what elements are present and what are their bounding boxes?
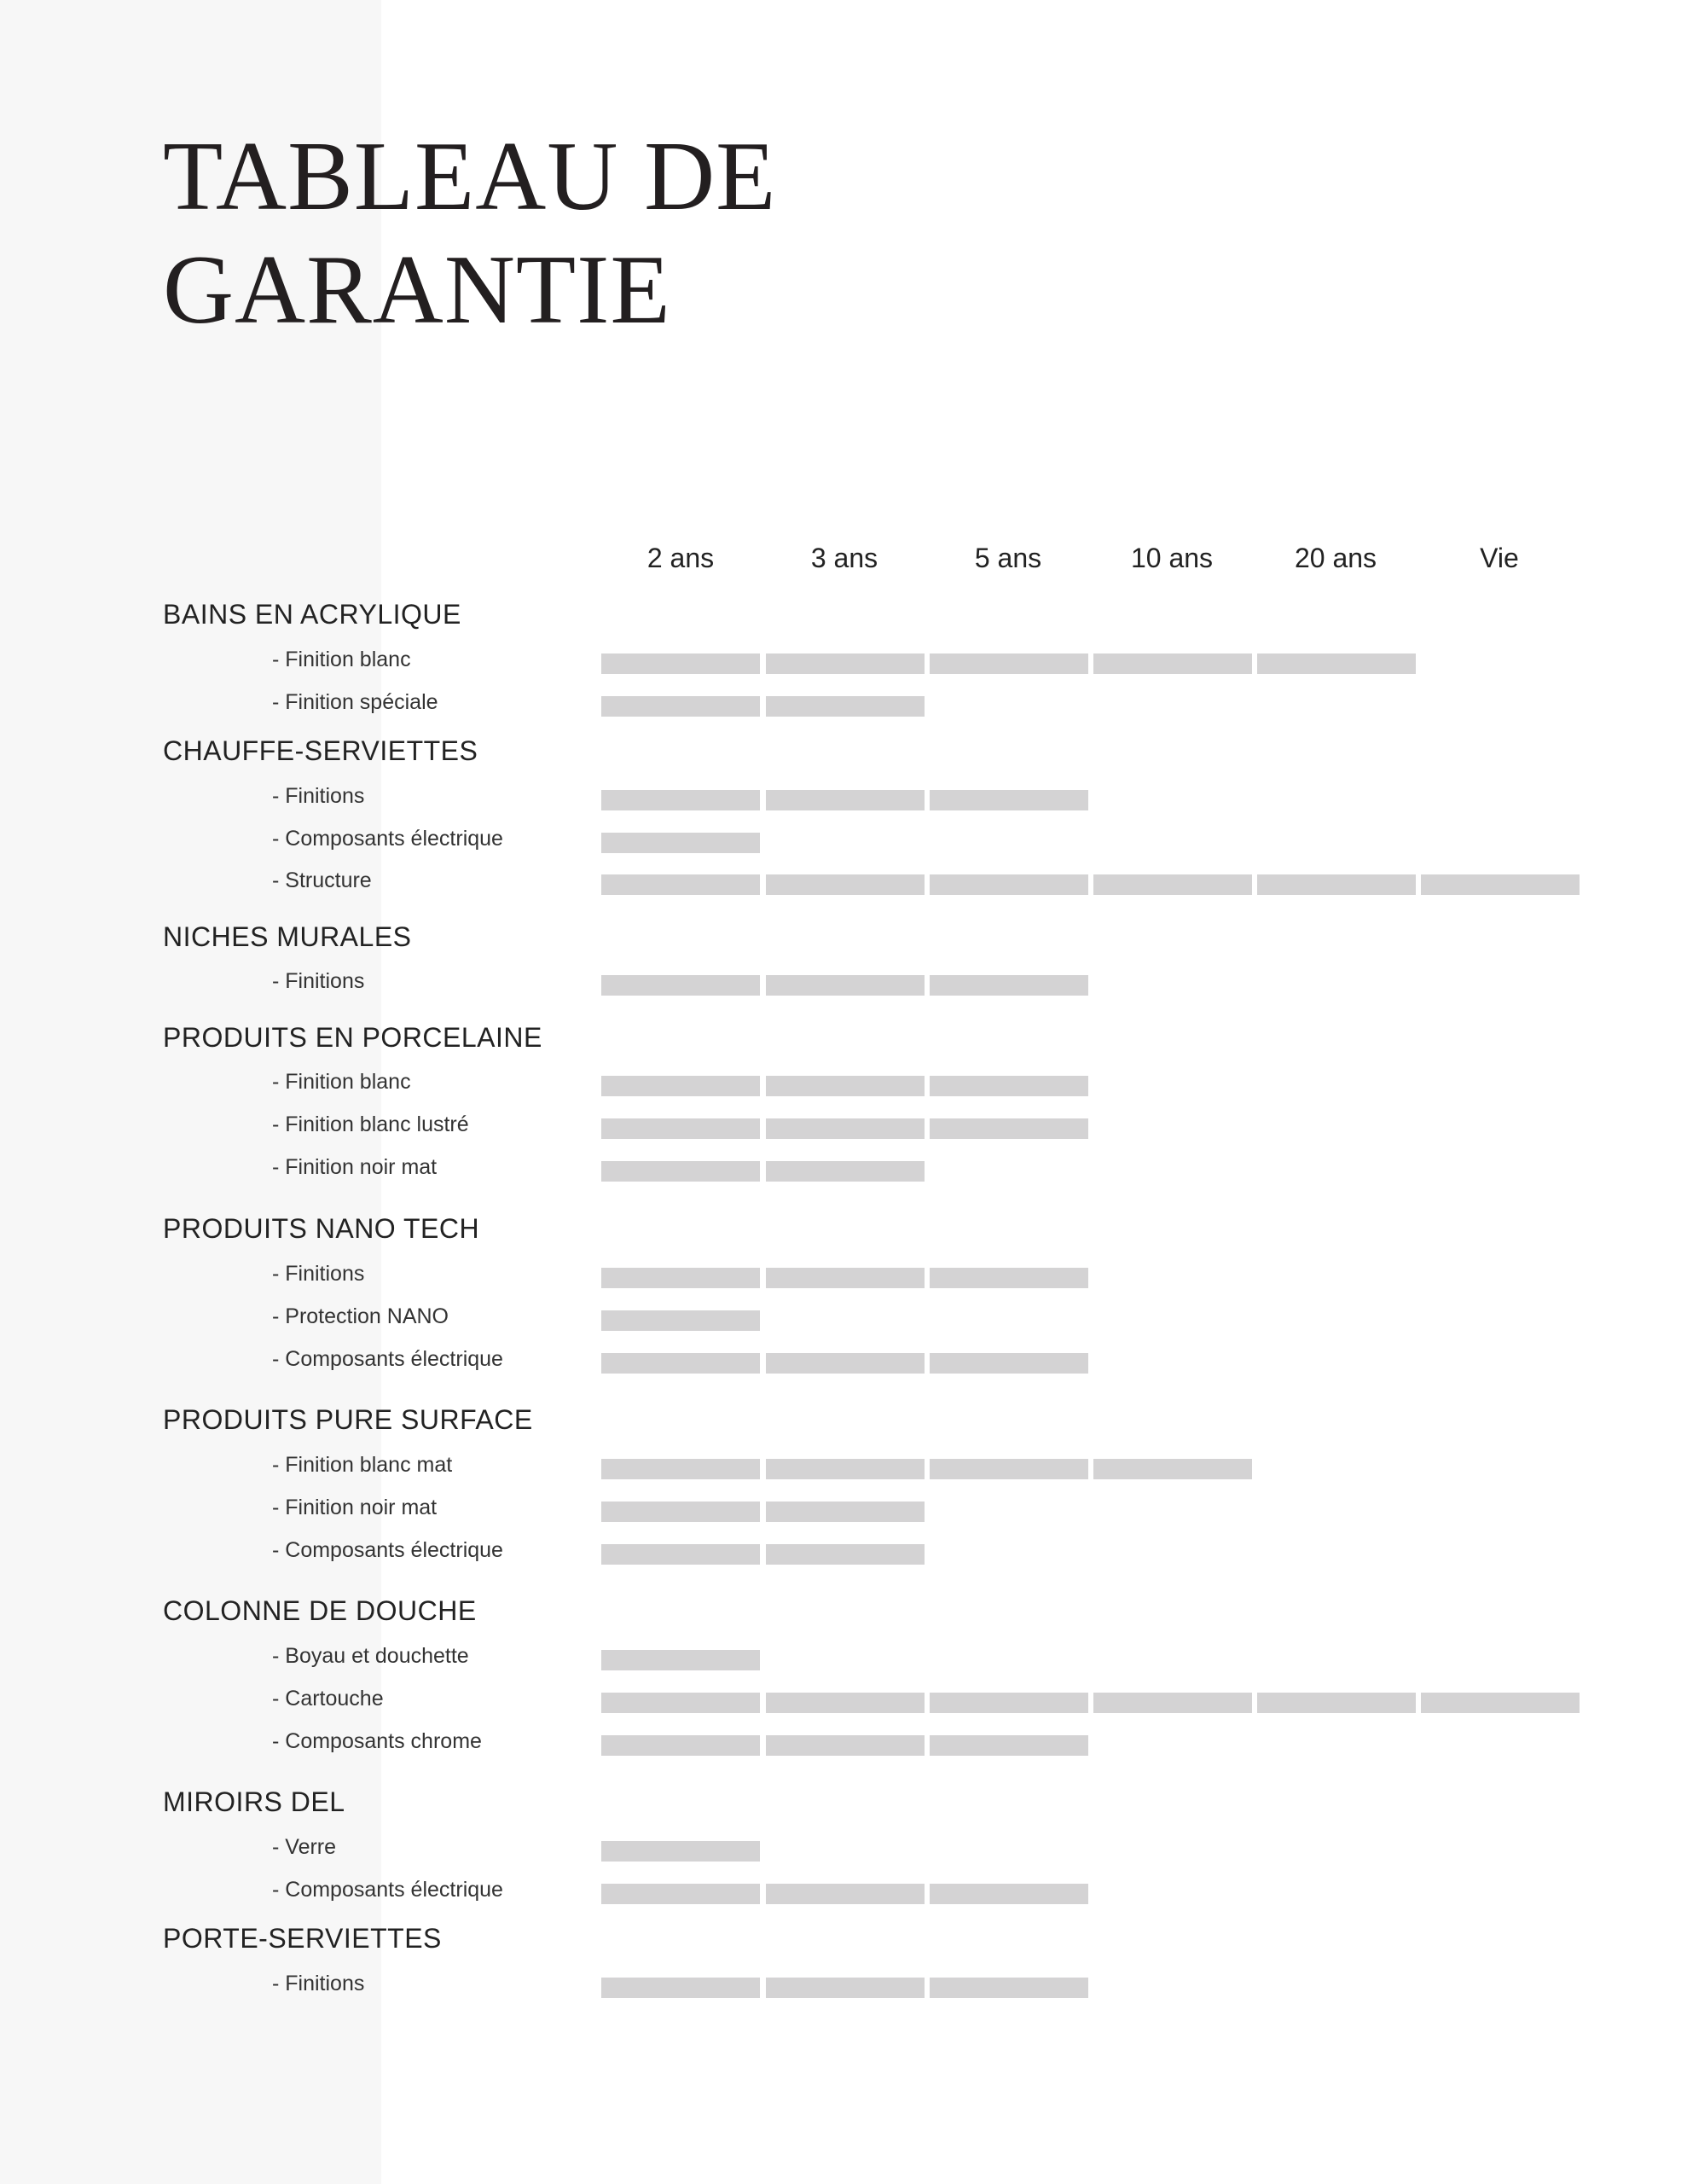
- warranty-bar-segment: [766, 1502, 925, 1522]
- warranty-bar-segment: [601, 975, 760, 996]
- warranty-bar-segment: [601, 833, 760, 853]
- warranty-row: [0, 1682, 1687, 1716]
- column-header: 3 ans: [810, 543, 878, 573]
- warranty-bar-segment: [766, 1076, 925, 1096]
- warranty-bar-segment: [766, 1118, 925, 1139]
- warranty-bar-segment: [601, 696, 760, 717]
- warranty-row: [0, 1873, 1687, 1907]
- warranty-row: [0, 822, 1687, 856]
- warranty-bar-segment: [1093, 874, 1252, 895]
- column-header: 10 ans: [1130, 543, 1214, 573]
- warranty-bar-segment: [930, 874, 1088, 895]
- warranty-row: [0, 779, 1687, 813]
- warranty-row: [0, 1107, 1687, 1141]
- warranty-bar-segment: [1257, 874, 1416, 895]
- category-heading: PORTE-SERVIETTES: [163, 1923, 442, 1954]
- warranty-bar-segment: [766, 790, 925, 810]
- warranty-bar-segment: [766, 1268, 925, 1288]
- warranty-bar-segment: [930, 975, 1088, 996]
- warranty-row: [0, 1966, 1687, 2001]
- warranty-item-label: - Finitions: [272, 969, 365, 993]
- warranty-bar-segment: [601, 1735, 760, 1756]
- warranty-bar-segment: [930, 1978, 1088, 1998]
- warranty-bar-segment: [1093, 653, 1252, 674]
- warranty-item-label: - Composants électrique: [272, 1538, 503, 1562]
- warranty-bar-segment: [601, 1502, 760, 1522]
- warranty-row: [0, 1724, 1687, 1758]
- warranty-row: [0, 1830, 1687, 1864]
- column-header: 2 ans: [646, 543, 715, 573]
- warranty-bar-segment: [601, 1118, 760, 1139]
- warranty-row: [0, 1490, 1687, 1525]
- warranty-bar-segment: [930, 1884, 1088, 1904]
- warranty-bar-segment: [930, 1693, 1088, 1713]
- warranty-row: [0, 1639, 1687, 1673]
- warranty-bar-segment: [1421, 1693, 1580, 1713]
- warranty-item-label: - Finitions: [272, 1262, 365, 1286]
- page-title: [163, 119, 776, 346]
- warranty-bar-segment: [601, 1459, 760, 1479]
- warranty-bar-segment: [601, 1310, 760, 1331]
- warranty-bar-segment: [601, 1353, 760, 1374]
- warranty-item-label: - Protection NANO: [272, 1304, 449, 1328]
- warranty-bar-segment: [766, 1693, 925, 1713]
- warranty-bar-segment: [930, 1353, 1088, 1374]
- category-heading: COLONNE DE DOUCHE: [163, 1595, 477, 1626]
- warranty-row: [0, 863, 1687, 897]
- warranty-item-label: - Finition blanc: [272, 1070, 411, 1094]
- warranty-item-label: - Finition blanc: [272, 648, 411, 671]
- warranty-row: [0, 1533, 1687, 1567]
- warranty-row: [0, 1342, 1687, 1376]
- warranty-item-label: - Boyau et douchette: [272, 1644, 469, 1668]
- warranty-bar-segment: [601, 1544, 760, 1565]
- warranty-bar-segment: [930, 1268, 1088, 1288]
- warranty-bar-segment: [930, 1118, 1088, 1139]
- warranty-bar-segment: [930, 653, 1088, 674]
- warranty-bar-segment: [766, 1544, 925, 1565]
- warranty-bar-segment: [601, 1161, 760, 1182]
- warranty-bar-segment: [766, 1459, 925, 1479]
- warranty-row: [0, 642, 1687, 677]
- warranty-bar-segment: [766, 975, 925, 996]
- warranty-bar-segment: [601, 1650, 760, 1670]
- warranty-row: [0, 1065, 1687, 1099]
- warranty-bar-segment: [1421, 874, 1580, 895]
- warranty-item-label: - Structure: [272, 868, 372, 892]
- column-header-row: [0, 543, 1687, 581]
- warranty-item-label: - Composants électrique: [272, 827, 503, 851]
- warranty-bar-segment: [601, 1268, 760, 1288]
- warranty-bar-segment: [766, 1884, 925, 1904]
- warranty-bar-segment: [601, 1693, 760, 1713]
- warranty-bar-segment: [1257, 653, 1416, 674]
- page-title-line-2: GARANTIE: [163, 235, 671, 344]
- warranty-row: [0, 964, 1687, 998]
- warranty-item-label: - Finitions: [272, 784, 365, 808]
- warranty-bar-segment: [930, 1735, 1088, 1756]
- warranty-bar-segment: [766, 1735, 925, 1756]
- warranty-bar-segment: [1093, 1693, 1252, 1713]
- warranty-item-label: - Finition blanc mat: [272, 1453, 453, 1477]
- warranty-item-label: - Cartouche: [272, 1687, 384, 1711]
- warranty-bar-segment: [601, 1884, 760, 1904]
- warranty-item-label: - Finition noir mat: [272, 1496, 438, 1519]
- category-heading: PRODUITS NANO TECH: [163, 1213, 480, 1244]
- category-heading: MIROIRS DEL: [163, 1786, 345, 1817]
- warranty-bar-segment: [601, 1978, 760, 1998]
- warranty-item-label: - Verre: [272, 1835, 337, 1859]
- category-heading: CHAUFFE-SERVIETTES: [163, 735, 478, 766]
- warranty-row: [0, 1257, 1687, 1291]
- warranty-item-label: - Finitions: [272, 1972, 365, 1995]
- warranty-item-label: - Finition blanc lustré: [272, 1112, 469, 1136]
- warranty-item-label: - Composants électrique: [272, 1347, 503, 1371]
- warranty-item-label: - Finition spéciale: [272, 690, 438, 714]
- warranty-bar-segment: [766, 696, 925, 717]
- warranty-bar-segment: [601, 1841, 760, 1862]
- warranty-bar-segment: [766, 653, 925, 674]
- warranty-bar-segment: [766, 1161, 925, 1182]
- warranty-bar-segment: [1257, 1693, 1416, 1713]
- warranty-row: [0, 1299, 1687, 1333]
- warranty-item-label: - Composants chrome: [272, 1729, 482, 1753]
- category-heading: PRODUITS PURE SURFACE: [163, 1404, 533, 1435]
- category-heading: BAINS EN ACRYLIQUE: [163, 599, 461, 630]
- category-heading: NICHES MURALES: [163, 921, 412, 952]
- warranty-item-label: - Composants électrique: [272, 1878, 503, 1902]
- page-title-line-1: TABLEAU DE: [163, 122, 777, 230]
- warranty-row: [0, 1448, 1687, 1482]
- warranty-row: [0, 685, 1687, 719]
- warranty-bar-segment: [601, 1076, 760, 1096]
- warranty-bar-segment: [766, 1978, 925, 1998]
- warranty-bar-segment: [930, 1076, 1088, 1096]
- column-header: 5 ans: [974, 543, 1042, 573]
- column-header: 20 ans: [1294, 543, 1377, 573]
- warranty-bar-segment: [766, 874, 925, 895]
- category-heading: PRODUITS EN PORCELAINE: [163, 1022, 542, 1053]
- warranty-bar-segment: [930, 790, 1088, 810]
- warranty-bar-segment: [601, 790, 760, 810]
- warranty-bar-segment: [766, 1353, 925, 1374]
- warranty-bar-segment: [930, 1459, 1088, 1479]
- warranty-item-label: - Finition noir mat: [272, 1155, 438, 1179]
- column-header: Vie: [1480, 543, 1519, 573]
- warranty-bar-segment: [1093, 1459, 1252, 1479]
- warranty-bar-segment: [601, 653, 760, 674]
- warranty-bar-segment: [601, 874, 760, 895]
- warranty-row: [0, 1150, 1687, 1184]
